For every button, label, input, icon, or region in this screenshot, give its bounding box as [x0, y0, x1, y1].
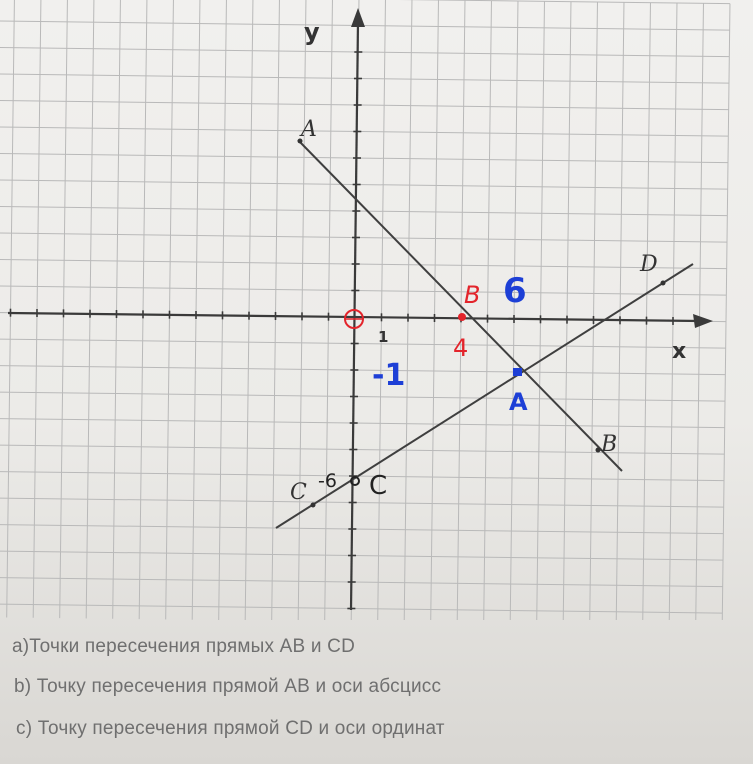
blue-six-annotation: 6 — [503, 271, 527, 311]
point-c-dot — [311, 503, 316, 508]
grid-line-horizontal — [0, 47, 729, 56]
point-a-label: A — [301, 117, 317, 142]
grid-line-horizontal — [0, 577, 723, 586]
point-b-label: B — [601, 432, 618, 457]
grid-line-horizontal — [0, 286, 726, 295]
grid-line-horizontal — [0, 498, 724, 507]
grid-line-horizontal — [0, 21, 730, 30]
blue-minus-one-annotation: -1 — [372, 358, 406, 393]
grid-line-horizontal — [0, 180, 728, 189]
red-four-annotation: 4 — [453, 334, 469, 362]
red-intersection-dot — [458, 313, 466, 321]
grid-line-horizontal — [0, 551, 723, 560]
point-c-label: C — [290, 480, 307, 505]
x-axis-label: x — [672, 339, 687, 364]
grid-line-horizontal — [0, 153, 728, 162]
grid-line-vertical — [298, 0, 306, 620]
grid-line-vertical — [537, 1, 545, 620]
task-b-text: b) Точку пересечения прямой AB и оси абсцисс — [14, 676, 442, 697]
grid-line-horizontal — [0, 74, 729, 83]
grid-line-vertical — [669, 3, 677, 620]
blue-a-annotation: A — [509, 388, 528, 416]
grid-line-vertical — [378, 0, 389, 620]
grid-line-horizontal — [0, 392, 725, 401]
grid-line-vertical — [245, 0, 253, 620]
unit-label: 1 — [378, 328, 389, 346]
grid-line-vertical — [722, 4, 730, 620]
grid-line-vertical — [696, 3, 704, 620]
grid-line-horizontal — [0, 233, 727, 242]
grid-line-horizontal — [0, 100, 729, 109]
point-d-dot — [661, 281, 666, 286]
lines — [276, 140, 693, 528]
y-axis-label: y — [304, 18, 320, 46]
grid-line-vertical — [563, 2, 571, 620]
grid-line-horizontal — [0, 339, 726, 348]
task-c-text: c) Точку пересечения прямой CD и оси ординат — [16, 718, 445, 739]
grid-line-horizontal — [0, 604, 722, 613]
grid-line-vertical — [404, 0, 412, 620]
point-d-label: D — [640, 252, 658, 277]
red-b-annotation: B — [464, 281, 481, 309]
grid-line-horizontal — [0, 259, 727, 268]
grid-line-vertical — [325, 0, 333, 620]
point-b-dot — [596, 448, 601, 453]
x-axis-arrow-icon — [693, 314, 713, 328]
task-a-text: a)Точки пересечения прямых AB и CD — [12, 636, 356, 657]
y-axis — [351, 20, 358, 610]
grid-line-horizontal — [0, 127, 728, 136]
grid-line-horizontal — [0, 365, 725, 374]
grid-line-vertical — [590, 2, 598, 620]
black-c-annotation: C — [369, 471, 388, 501]
grid-line-vertical — [643, 3, 651, 620]
grid-line-vertical — [484, 1, 492, 620]
grid-line-horizontal — [0, 524, 723, 533]
y-axis-arrow-icon — [351, 8, 365, 27]
black-minus-six-annotation: -6 — [318, 470, 337, 492]
grid-line-horizontal — [0, 0, 730, 4]
grid-line-horizontal — [0, 418, 725, 427]
blue-intersection-dot — [513, 368, 522, 376]
grid-line-vertical — [431, 0, 439, 620]
handwritten-annotations — [318, 271, 528, 501]
